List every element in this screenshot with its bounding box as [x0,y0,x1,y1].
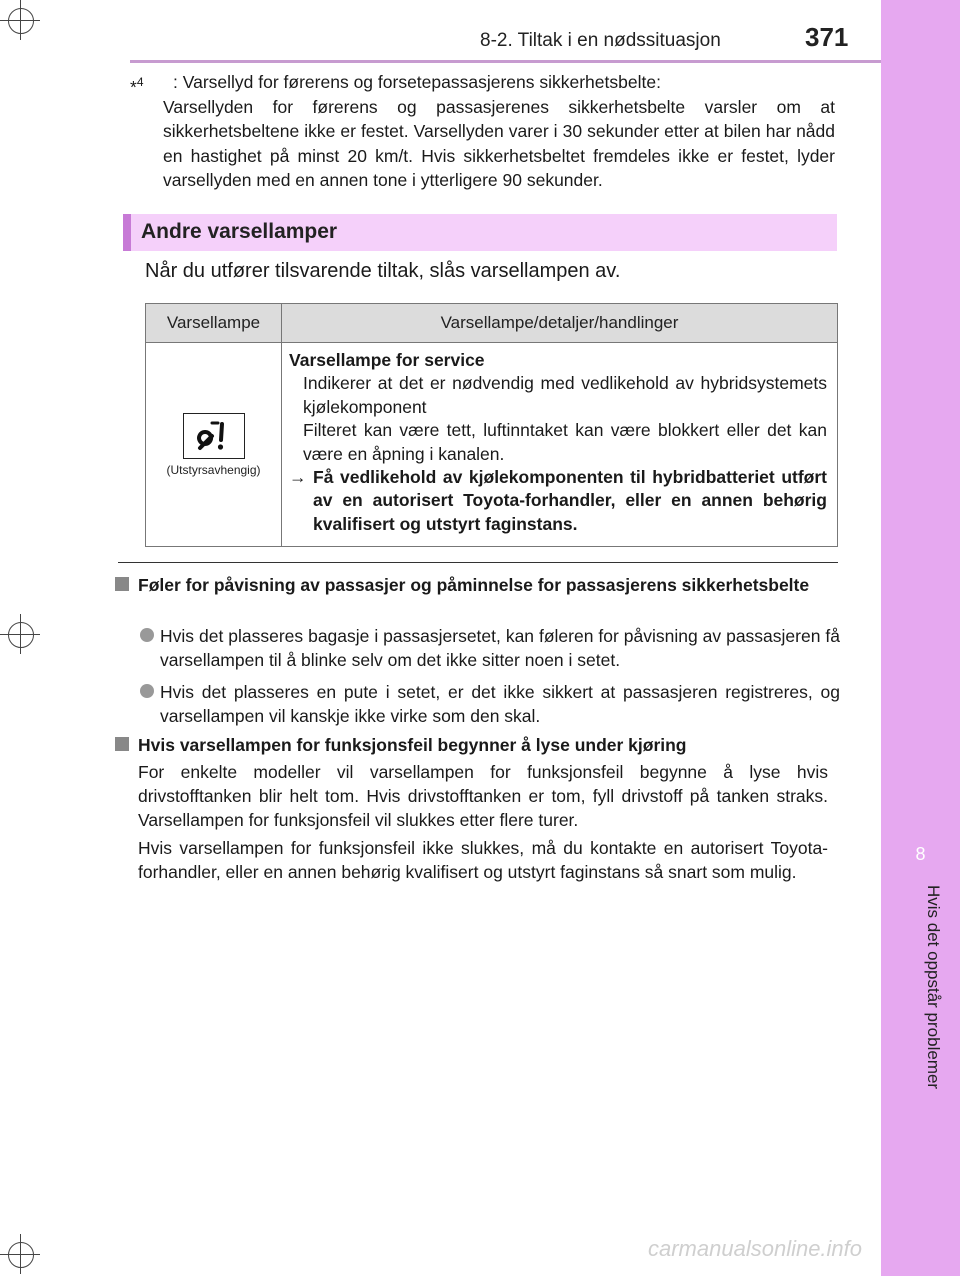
round-bullet-icon [140,628,154,642]
square-bullet-icon [115,737,129,751]
list-item: Hvis det plasseres en pute i setet, er det ikke sikkert at passasjeren registreres, og varsellampen vil kanskje ikke virke som den skal. [140,680,840,728]
section-title: Andre varsellamper [141,220,338,243]
table-row [146,343,838,547]
warning-light-table [145,303,838,547]
square-bullet-icon [115,577,129,591]
icon-note: (Utstyrsavhengig) [166,462,261,477]
warning-light-cell [146,343,282,547]
chapter-sidebar [881,0,960,1276]
arrow-right-icon: → [289,467,307,488]
note-paragraph-1: For enkelte modeller vil varsellampen for funksjonsfeil begynne å lyse hvis drivstofftanken blir helt tom. Hvis drivstofftanken er tom, fyll drivstoff på tanken straks. Varsellampen for funksjonsfeil vil slukkes etter flere turer. [138,762,828,830]
chapter-number: 8 [915,844,926,864]
warning-light-details [282,343,838,547]
footnote-body: Varsellyden for førerens og passasjerenes sikkerhetsbelte varsler om at sikkerhetsbeltene ikke er festet. Varsellyden varer i 30 sekunder etter at bilen har nådd en hastighet på minst 20 km/t. Hvis sikkerhetsbeltet fremdeles ikke er festet, lyder varsellyden med en annen tone i ytterligere 90 sekunder. [163,96,835,190]
watermark: carmanualsonline.info [648,1236,863,1261]
table-header-details: Varsellampe/detaljer/handlinger [282,304,838,343]
list-item: Hvis det plasseres bagasje i passasjersetet, kan føleren for påvisning av passasjeren få varsellampen til å blinke selv om det ikke sitter noen i setet. [140,624,840,672]
table-header-row [146,304,838,343]
section-banner-accent [123,214,131,251]
section-intro: Når du utfører tilsvarende tiltak, slås varsellampen av. [145,260,621,282]
table-header-light: Varsellampe [146,304,282,343]
warning-light-title: Varsellampe for service [289,350,485,370]
warning-light-desc-1: Indikerer at det er nødvendig med vedlikehold av hybridsystemets kjølekomponent [303,373,827,417]
footnote-heading: : Varsellyd for førerens og forsetepassasjerens sikkerhetsbelte: [173,72,661,92]
warning-light-action [289,466,827,536]
section-header: 8-2. Tiltak i en nødssituasjon [480,30,721,51]
note-paragraph-2: Hvis varsellampen for funksjonsfeil ikke slukkes, må du kontakte en autorisert Toyota-forhandler, eller en annen behørig kvalifisert og utstyrt faginstans så snart som mulig. [138,838,828,882]
footnote [130,70,835,193]
maintenance-warning-icon [183,413,245,459]
chapter-title: Hvis det oppstår problemer [924,885,943,1090]
note-heading-2: Hvis varsellampen for funksjonsfeil begynner å lyse under kjøring [115,733,840,757]
round-bullet-icon [140,684,154,698]
section-divider [118,562,838,563]
footnote-marker: *$^4$ [130,75,144,97]
note-heading-1: Føler for påvisning av passasjer og påminnelse for passasjerens sikkerhetsbelte [115,573,840,597]
warning-light-desc-2: Filteret kan være tett, luftinntaket kan være blokkert eller det kan være en åpning i kanalen. [303,420,827,464]
section-banner [123,214,837,251]
warning-light-action-text: Få vedlikehold av kjølekomponenten til hybridbatteriet utført av en autorisert Toyota-forhandler, eller en annen behørig kvalifisert og utstyrt faginstans. [313,467,827,534]
header-rule [130,60,881,63]
page-number: 371 [805,22,849,52]
